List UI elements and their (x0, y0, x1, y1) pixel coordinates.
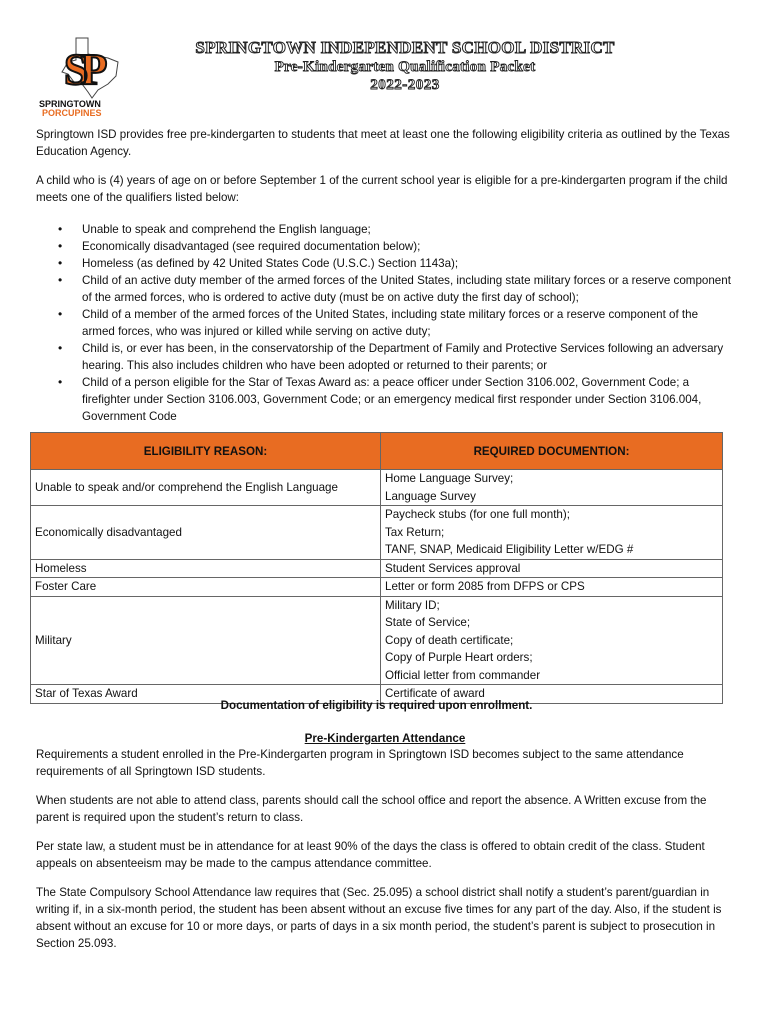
logo-text-springtown: SPRINGTOWN (39, 99, 101, 109)
documentation-note: Documentation of eligibility is required upon enrollment. (220, 699, 533, 712)
docs-cell (381, 559, 723, 578)
table-header-row (31, 433, 723, 470)
doc-line: Tax Return; (385, 525, 445, 539)
attendance-paragraph: Requirements a student enrolled in the Pre-Kindergarten program in Springtown ISD becomes subject to the same attendance requirements of all Springtown ISD students. (36, 748, 684, 778)
doc-line: Home Language Survey; (385, 472, 514, 485)
criteria-item: • Economically disadvantaged (see required documentation below); (36, 238, 734, 255)
logo-text-porcupines: PORCUPINES (42, 108, 102, 118)
attendance-paragraph: Per state law, a student must be in attendance for at least 90% of the days the class is offered to obtain credit of the class. Student appeals on absenteeism may be made to the campus attendance committee. (36, 840, 705, 870)
criteria-item: • Child of an active duty member of the armed forces of the United States, including state military forces or a reserve component of the armed forces, who is ordered to active duty (must be on active duty the first day of school); (36, 272, 734, 306)
reason-cell: Foster Care (31, 578, 381, 597)
criteria-item: • Child is, or ever has been, in the conservatorship of the Department of Family and Protective Services following an adversary hearing. This also includes children who have been adopted or returned to their parents; or (36, 340, 734, 374)
required-documentation-header: REQUIRED DOCUMENTION: (381, 433, 723, 470)
doc-line: Military ID; (385, 598, 440, 612)
docs-cell (381, 596, 723, 685)
eligibility-reason-header: ELIGIBILITY REASON: (31, 433, 381, 470)
table-row (31, 559, 723, 578)
doc-line: Certificate of award (385, 687, 485, 700)
reason-cell: Unable to speak and/or comprehend the English Language (31, 470, 381, 506)
table-row (31, 578, 723, 597)
docs-cell (381, 506, 723, 560)
reason-cell: Military (31, 596, 381, 685)
doc-line: Language Survey (385, 489, 476, 503)
docs-cell (381, 578, 723, 597)
packet-title: Pre-Kindergarten Qualification Packet (274, 59, 536, 75)
district-title: SPRINGTOWN INDEPENDENT SCHOOL DISTRICT (195, 38, 615, 57)
reason-cell: Star of Texas Award (31, 685, 381, 704)
logo-letters: SP (64, 45, 100, 94)
reason-cell: Economically disadvantaged (31, 506, 381, 560)
table-row (31, 470, 723, 506)
intro-paragraph: Springtown ISD provides free pre-kindergarten to students that meet at least one the following eligibility criteria as outlined by the Texas Education Agency. (36, 128, 730, 158)
district-logo (36, 32, 122, 118)
doc-line: Letter or form 2085 from DFPS or CPS (385, 580, 585, 593)
doc-line: Copy of death certificate; (385, 633, 514, 647)
attendance-title: Pre-Kindergarten Attendance (304, 732, 466, 745)
age-rule-paragraph: A child who is (4) years of age on or before September 1 of the current school year is eligible for a pre-kindergarten program if the child meets one of the qualifiers listed below: (36, 174, 728, 204)
eligibility-criteria-list (36, 221, 734, 425)
table-row (31, 506, 723, 560)
doc-line: Copy of Purple Heart orders; (385, 651, 533, 664)
criteria-item: • Unable to speak and comprehend the English language; (36, 221, 734, 238)
doc-line: TANF, SNAP, Medicaid Eligibility Letter w/EDG # (385, 543, 634, 556)
docs-cell (381, 470, 723, 506)
criteria-item: • Child of a person eligible for the Star of Texas Award as: a peace officer under Section 3106.002, Government Code; a firefighter under Section 3106.003, Government Code; or an emergency medical first responder under Section 3106.004, Government Code (36, 374, 734, 425)
doc-line: State of Service; (385, 616, 471, 629)
doc-line: Student Services approval (385, 561, 521, 575)
attendance-paragraph: The State Compulsory School Attendance law requires that (Sec. 25.095) a school district shall notify a student’s parent/guardian in writing if, in a six-month period, the student has been absent without an excuse five times for any part of the day. Also, if the student is absent without an excuse for 10 or more days, or parts of days in a six month period, the student’s parent is subject to prosecution in Section 25.093. (36, 886, 722, 950)
document-header (140, 38, 670, 94)
criteria-item: • Child of a member of the armed forces of the United States, including state military forces or a reserve component of the armed forces, who was injured or killed while serving on active duty; (36, 306, 734, 340)
criteria-item: • Homeless (as defined by 42 United States Code (U.S.C.) Section 1143a); (36, 255, 734, 272)
attendance-paragraph: When students are not able to attend class, parents should call the school office and report the absence. A Written excuse from the parent is required upon the student’s return to class. (36, 794, 707, 824)
table-row (31, 596, 723, 685)
doc-line: Paycheck stubs (for one full month); (385, 508, 570, 521)
doc-line: Official letter from commander (385, 668, 541, 682)
eligibility-table (30, 432, 723, 704)
reason-cell: Homeless (31, 559, 381, 578)
school-year: 2022-2023 (370, 77, 440, 93)
